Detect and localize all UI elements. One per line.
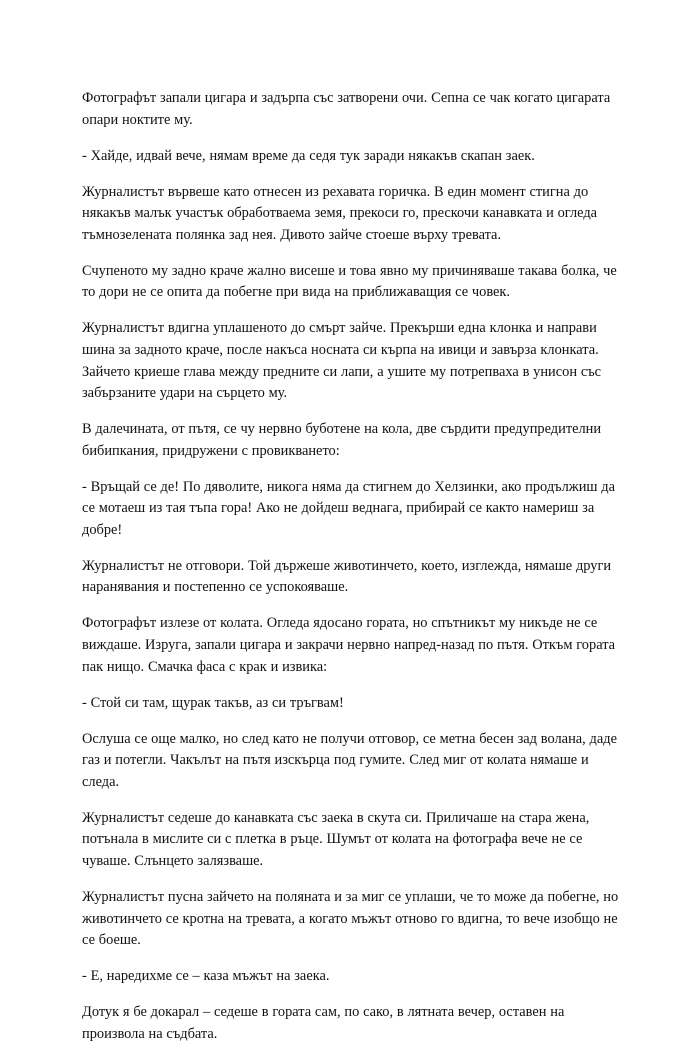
paragraph: - Връщай се де! По дяволите, никога няма да стигнем до Хелзинки, ако продължиш да се мотаеш из тая тъпа гора! Ако не дойдеш веднага, прибирай се както намериш за добре! bbox=[82, 478, 616, 538]
paragraph: Ослуша се още малко, но след като не получи отговор, се метна бесен зад волана, даде газ и потегли. Чакълът на пътя изскърца под гумите. След миг от колата нямаше и следа. bbox=[82, 730, 617, 790]
paragraph: Счупеното му задно краче жално висеше и това явно му причиняваше такава болка, че то дори не се опита да побегне при вида на приближаващия се човек. bbox=[82, 262, 617, 301]
paragraph: Журналистът вдигна уплашеното до смърт зайче. Прекърши една клонка и направи шина за задното краче, после накъса носната си кърпа на ивици и завърза клонката. Зайчето криеше глава между предните си лапи, а ушите му потрепваха в унисон със забързаните удари на сърцето му. bbox=[82, 320, 602, 402]
paragraph: Фотографът запали цигара и задърпа със затворени очи. Сепна се чак когато цигарата опари ноктите му. bbox=[82, 90, 611, 128]
paragraph: Журналистът седеше до канавката със заека в скута си. Приличаше на стара жена, потънала в мислите си с плетка в ръце. Шумът от колата на фотографа вече не се чуваше. Слънцето залязваше. bbox=[82, 809, 590, 869]
paragraph: - Хайде, идвай вече, нямам време да седя тук заради някакъв скапан заек. bbox=[82, 147, 535, 164]
paragraph: Фотографът излезе от колата. Огледа ядосано гората, но спътникът му никъде не се виждаше. Изруга, запали цигара и закрачи нервно напред-назад по пътя. Откъм гората пак нищо. Смачка фаса с крак и извика: bbox=[82, 615, 616, 675]
document-page bbox=[82, 88, 622, 1060]
paragraph: - Е, наредихме се – каза мъжът на заека. bbox=[82, 968, 330, 985]
paragraph: В далечината, от пътя, се чу нервно буботене на кола, две сърдити предупредителни бибипкания, придружени с провикването: bbox=[82, 421, 602, 459]
paragraph: Журналистът пусна зайчето на поляната и за миг се уплаши, че то може да побегне, но животинчето се кротна на тревата, а когато мъжът отново го вдигна, то вече изобщо не се боеше. bbox=[82, 888, 619, 949]
paragraph: - Стой си там, щурак такъв, аз си тръгвам! bbox=[82, 694, 344, 711]
paragraph: Журналистът вървеше като отнесен из рехавата горичка. В един момент стигна до някакъв малък участък обработваема земя, прекоси го, прескочи канавката и огледа тъмнозелената полянка зад нея. Дивото зайче стоеше върху тревата. bbox=[82, 183, 598, 243]
paragraph: Журналистът не отговори. Той държеше животинчето, което, изглежда, нямаше други наранявания и постепенно се успокояваше. bbox=[82, 557, 612, 596]
paragraph: Дотук я бе докарал – седеше в гората сам, по сако, в лятната вечер, оставен на произвола на съдбата. bbox=[82, 1004, 565, 1042]
